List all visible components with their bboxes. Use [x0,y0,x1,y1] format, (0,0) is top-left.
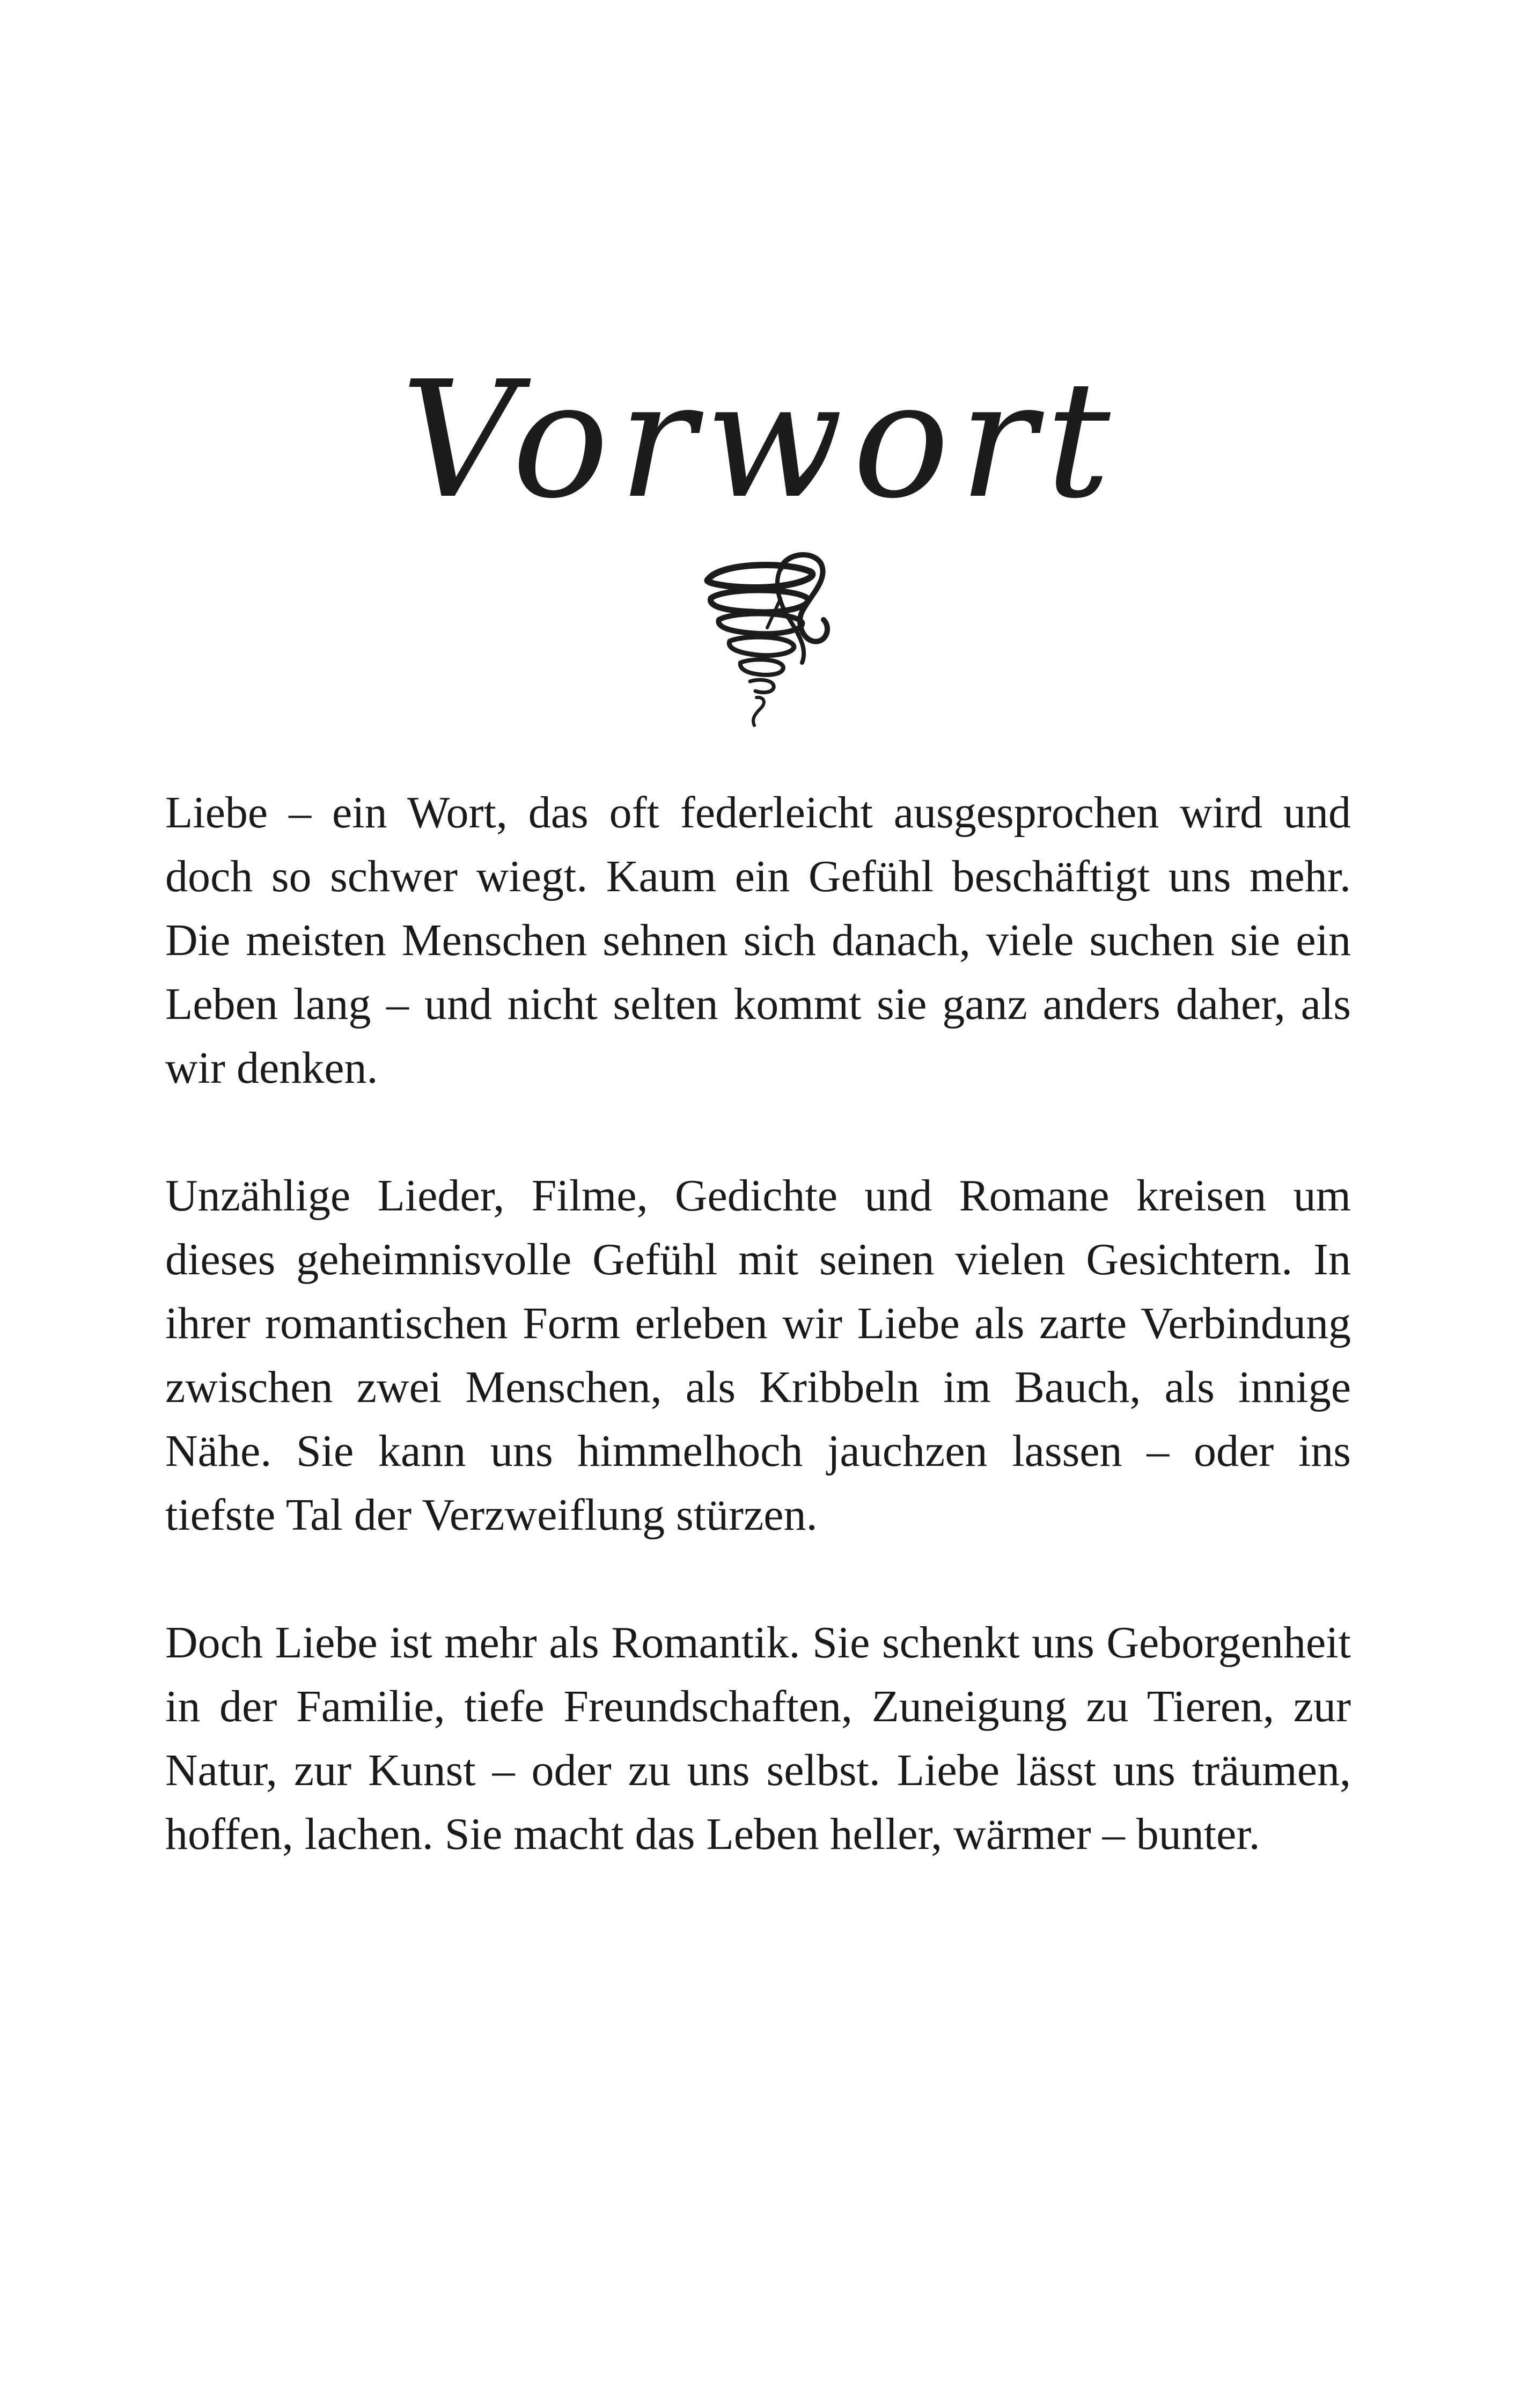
foreword-text [165,781,1351,1866]
paragraph-1: Liebe – ein Wort, das oft federleicht ausgesprochen wird und doch so schwer wiegt. Kaum ein Gefühl beschäftigt uns mehr. Die meisten Menschen sehnen sich danach, viele suchen sie ein Leben lang – und nicht selten kommt sie ganz anders daher, als wir denken. [165,788,1351,1093]
page-title: Vorwort [401,347,1120,534]
paragraph-3: Doch Liebe ist mehr als Romantik. Sie schenkt uns Geborgenheit in der Familie, tiefe Freundschaften, Zuneigung zu Tieren, zur Natur, zur Kunst – oder zu uns selbst. Liebe lässt uns träumen, hoffen, lachen. Sie macht das Leben heller, wärmer – bunter. [165,1618,1351,1859]
paragraph-2: Unzählige Lieder, Filme, Gedichte und Romane kreisen um dieses geheimnisvolle Gefühl mit seinen vielen Gesichtern. In ihrer romantischen Form erleben wir Liebe als zarte Verbindung zwischen zwei Menschen, als Kribbeln im Bauch, als innige Nähe. Sie kann uns himmelhoch jauchzen lassen – oder ins tiefste Tal der Verzweiflung stürzen. [165,1171,1351,1540]
tornado-heart-icon [687,547,848,730]
